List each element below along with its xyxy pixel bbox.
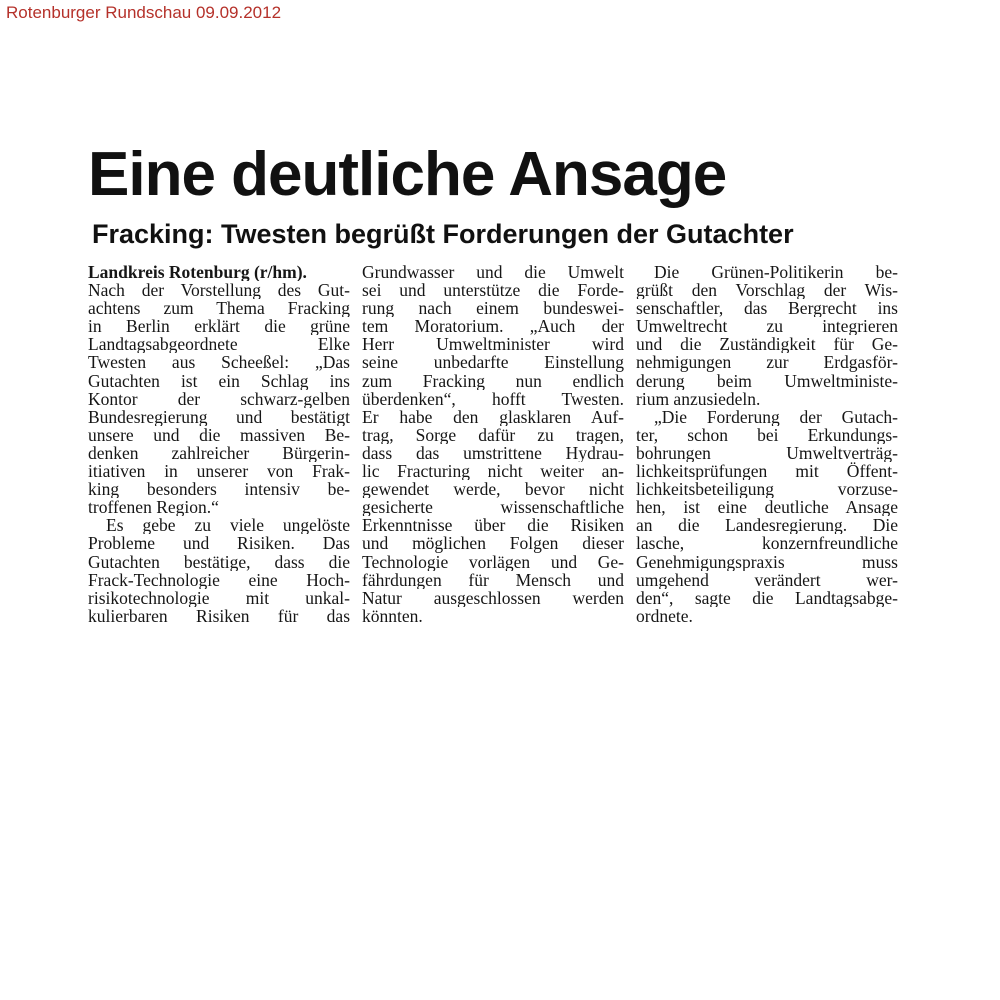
article-headline: Eine deutliche Ansage [88,140,727,209]
column-3-line: den“, sagte die Landtagsabge- [636,588,898,607]
column-3-line: an die Landesregierung. Die [636,516,898,535]
dateline: Landkreis Rotenburg (r/hm). [88,263,307,282]
column-3-line: Genehmigungspraxis muss [636,552,898,571]
column-3-line: lichkeitsbeteiligung vorzuse- [636,480,898,499]
column-2-line: Er habe den glasklaren Auf- [362,407,624,426]
column-2-line: Erkenntnisse über die Risiken [362,516,624,535]
column-3-line: umgehend verändert wer- [636,570,898,589]
column-3-line: derung beim Umweltministe- [636,371,898,390]
column-2-line: Technologie vorlägen und Ge- [362,552,624,571]
column-1-line: troffenen Region.“ [88,498,219,517]
column-2-line: seine unbedarfte Einstellung [362,353,624,372]
column-3-line: lichkeitsprüfungen mit Öffent- [636,462,898,481]
column-1-line: Gutachten ist ein Schlag ins [88,371,350,390]
column-1-line: kulierbaren Risiken für das [88,606,350,625]
article-column-3 [636,263,898,625]
column-3-line: senschaftler, das Bergrecht ins [636,299,898,318]
column-1-line: achtens zum Thema Fracking [88,299,350,318]
column-3-line: rium anzusiedeln. [636,389,761,408]
column-1-line: king besonders intensiv be- [88,480,350,499]
column-3-line: Die Grünen-Politikerin be- [654,263,898,282]
column-1-line: denken zahlreicher Bürgerin- [88,443,350,463]
column-3-line: grüßt den Vorschlag der Wis- [636,281,898,300]
column-3-line: hen, ist eine deutliche Ansage [636,498,898,517]
column-1-line: Nach der Vorstellung des Gut- [88,281,350,300]
column-3-line: Umweltrecht zu integrieren [636,317,898,336]
article-column-1 [88,263,350,625]
article-column-2 [362,263,624,625]
column-1-line: Gutachten bestätige, dass die [88,552,350,571]
source-line: Rotenburger Rundschau 09.09.2012 [6,3,282,22]
column-2-line: gewendet werde, bevor nicht [362,480,624,499]
column-3-line: „Die Forderung der Gutach- [654,407,898,426]
column-2-line: dass das umstrittene Hydrau- [362,443,624,463]
column-3-line: ter, schon bei Erkundungs- [636,425,898,444]
column-1-line: Es gebe zu viele ungelöste [106,516,350,535]
column-1-line: itiativen in unserer von Frak- [88,462,350,481]
column-3-line: nehmigungen zur Erdgasför- [636,353,898,372]
column-2-line: lic Fracturing nicht weiter an- [362,462,624,481]
column-1-line: Landtagsabgeordnete Elke [88,335,350,354]
column-2-line: Herr Umweltminister wird [362,335,624,354]
column-1-line: Probleme und Risiken. Das [88,534,350,553]
column-1-line: in Berlin erklärt die grüne [88,317,350,336]
column-3-line: lasche, konzernfreundliche [636,534,898,553]
column-3-line: bohrungen Umweltverträg- [636,443,898,463]
column-1-line: Frack-Technologie eine Hoch- [88,570,350,589]
column-2-line: zum Fracking nun endlich [362,371,624,390]
column-1-line: Bundesregierung und bestätigt [88,407,350,426]
column-2-line: fährdungen für Mensch und [362,570,624,589]
column-2-line: Natur ausgeschlossen werden [362,588,624,607]
column-1-line: unsere und die massiven Be- [88,425,350,444]
article-subheadline: Fracking: Twesten begrüßt Forderungen der Gutachter [92,219,794,249]
column-2-line: könnten. [362,606,423,625]
column-2-line: gesicherte wissenschaftliche [362,498,624,517]
column-2-line: trag, Sorge dafür zu tragen, [362,425,624,444]
column-2-line: rung nach einem bundeswei- [362,299,624,318]
column-1-line: risikotechnologie mit unkal- [88,588,350,607]
column-3-line: ordnete. [636,606,693,625]
column-2-line: und möglichen Folgen dieser [362,534,624,553]
column-2-line: tem Moratorium. „Auch der [362,317,624,336]
column-3-line: und die Zuständigkeit für Ge- [636,335,898,354]
column-2-line: überdenken“, hofft Twesten. [362,389,624,408]
column-1-line: Kontor der schwarz-gelben [88,389,350,408]
column-1-line: Twesten aus Scheeßel: „Das [88,353,350,372]
column-2-line: sei und unterstütze die Forde- [362,281,624,300]
column-2-line: Grundwasser und die Umwelt [362,263,624,282]
